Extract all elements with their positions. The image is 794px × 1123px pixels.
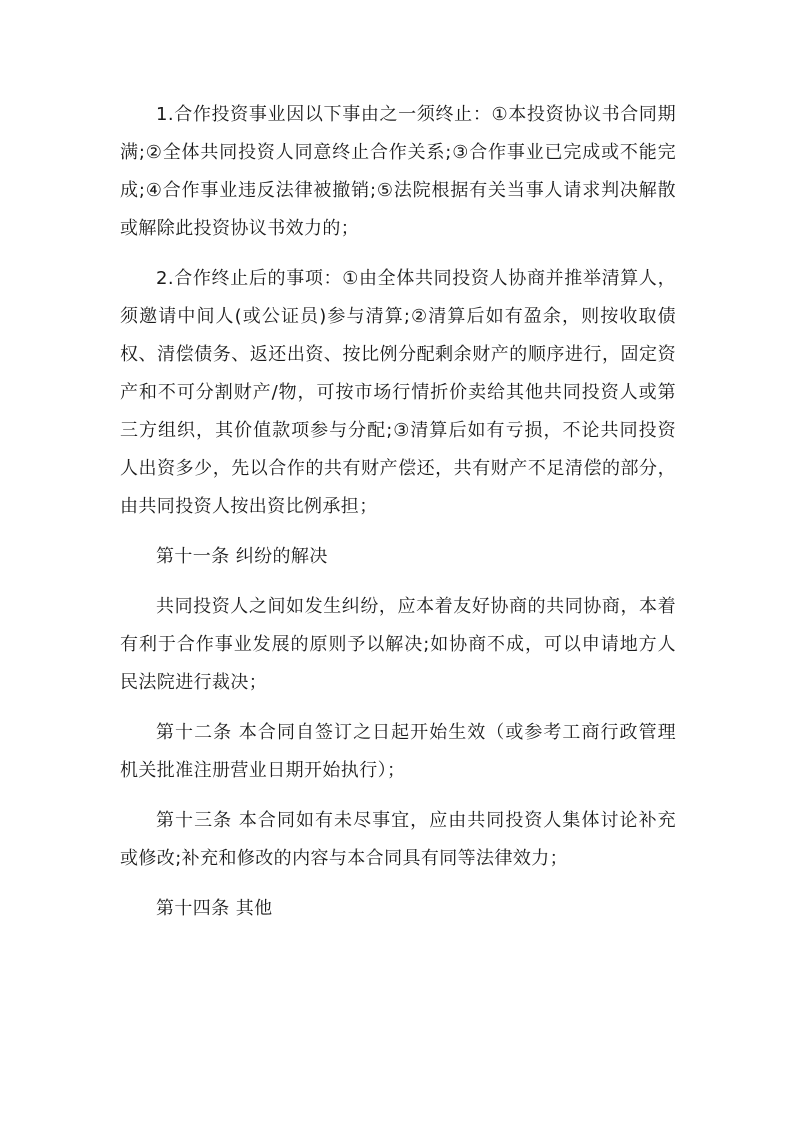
clause-termination-matters: 2.合作终止后的事项：①由全体共同投资人协商并推举清算人，须邀请中间人(或公证员)参与清算;②清算后如有盈余，则按收取债权、清偿债务、返还出资、按比例分配剩余财产的顺序进行，固定资产和不可分割财产/物，可按市场行情折价卖给其他共同投资人或第三方组织，其价值款项参与分配;③清算后如有亏损，不论共同投资人出资多少，先以合作的共有财产偿还，共有财产不足清偿的部分，由共同投资人按出资比例承担； <box>120 268 676 517</box>
article-14-heading: 第十四条 其他 <box>156 898 273 919</box>
article-13: 第十三条 本合同如有未尽事宜，应由共同投资人集体讨论补充或修改;补充和修改的内容与本合同具有同等法律效力； <box>120 810 676 869</box>
article-11-heading: 第十一条 纠纷的解决 <box>156 546 328 567</box>
clause-termination-reasons: 1.合作投资事业因以下事由之一须终止：①本投资协议书合同期满;②全体共同投资人同意终止合作关系;③合作事业已完成或不能完成;④合作事业违反法律被撤销;⑤法院根据有关当事人请求判决解散或解除此投资协议书效力的； <box>120 104 676 239</box>
article-11-text: 共同投资人之间如发生纠纷，应本着友好协商的共同协商，本着有利于合作事业发展的原则予以解决;如协商不成，可以申请地方人民法院进行裁决； <box>120 596 676 693</box>
document-body <box>120 96 676 940</box>
article-12: 第十二条 本合同自签订之日起开始生效（或参考工商行政管理机关批准注册营业日期开始执行）； <box>120 722 676 781</box>
